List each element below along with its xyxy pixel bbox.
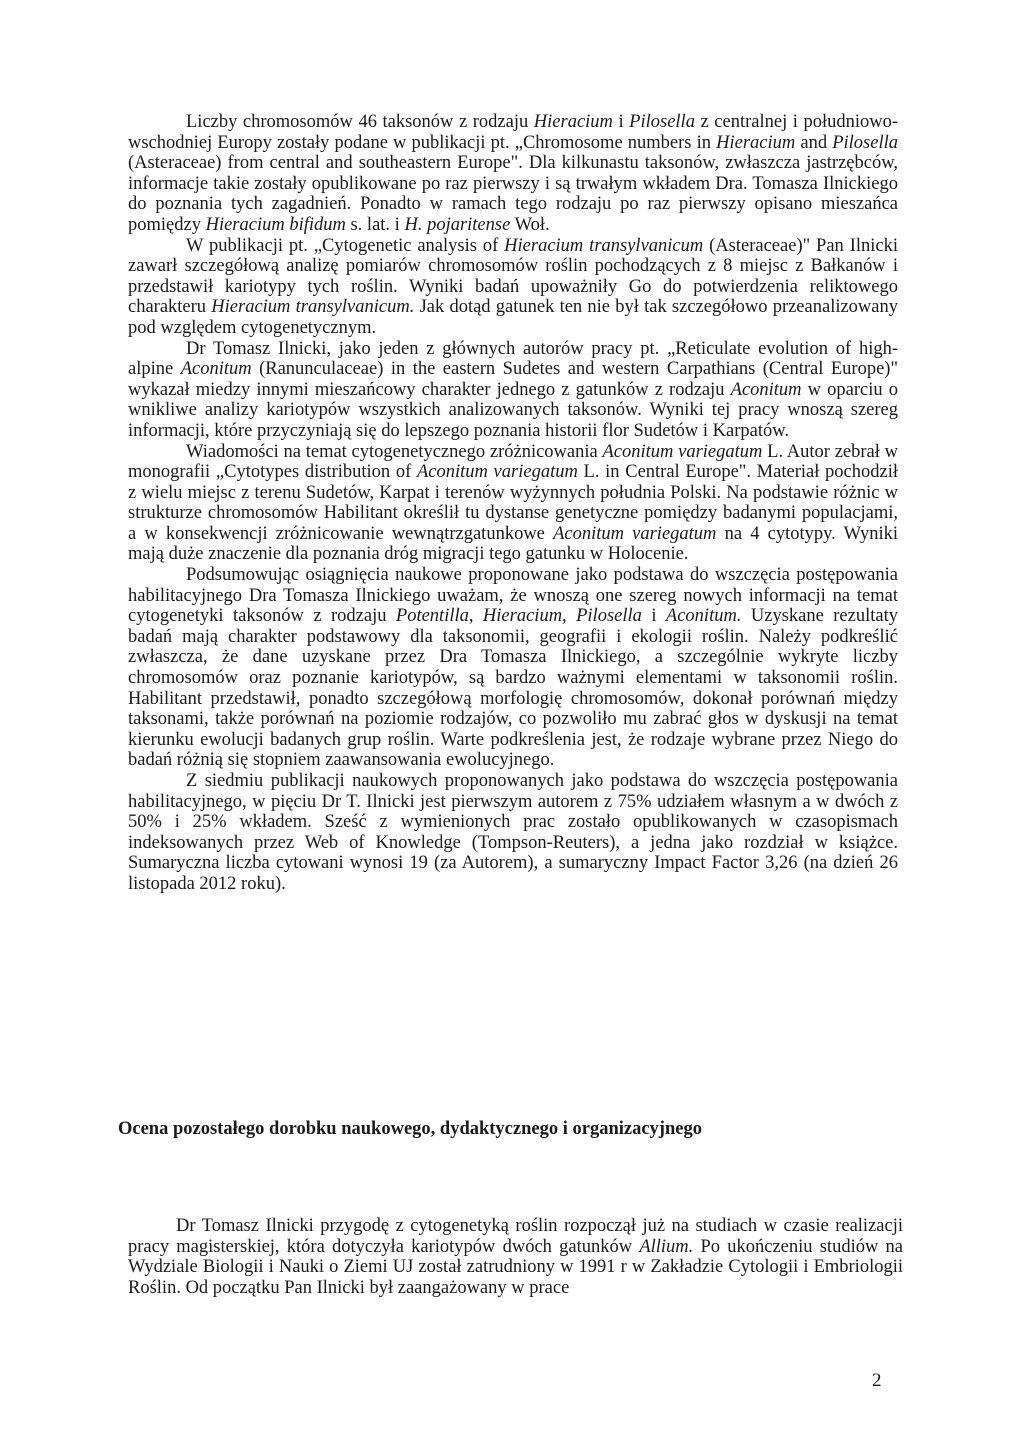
text-run: and <box>795 132 833 153</box>
page-number: 2 <box>872 1370 882 1391</box>
text-run: Z siedmiu publikacji naukowych proponowanych jako podstawa do wszczęcia postępowania habilitacyjnego, w pięciu Dr T. Ilnicki jest pierwszym autorem z 75% udziałem własnym a w dwóch z 50% i 25% wkładem. Sześć z wymienionych prac zostało opublikowanych w czasopismach indeksowanych przez Web of Knowledge (Tompson-Reuters), a jedna jako rozdział w książce. Sumaryczna liczba cytowani wynosi 19 (za Autorem), a sumaryczny Impact Factor 3,26 (na dzień 26 listopada 2012 roku). <box>128 771 898 894</box>
text-run: W publikacji pt. „Cytogenetic analysis of <box>186 235 505 256</box>
text-run: Podsumowując osiągnięcia naukowe proponowane jako podstawa do wszczęcia postępowania habilitacyjnego Dra Tomasza Ilnickiego uważam, że wnoszą one szereg nowych informacji na temat cytogenetyki taksonów z rodzaju <box>128 565 898 627</box>
italic-text: Aconitum <box>180 359 252 380</box>
italic-text: Hieracium <box>533 112 613 132</box>
paragraph <box>128 442 898 566</box>
text-run: Dr Tomasz Ilnicki przygodę z cytogenetyką roślin rozpoczął już na studiach w czasie realizacji pracy magisterskiej, która dotyczyła kariotypów dwóch gatunków <box>128 1216 903 1257</box>
paragraph <box>128 339 898 442</box>
text-run: Uzyskane rezultaty badań mają charakter podstawowy dla taksonomii, geografii i ekologii roślin. Należy podkreślić zwłaszcza, że dane uzyskane przez Dra Tomasza Ilnickiego, a szczególnie wykryte liczby chromosomów oraz poznanie kariotypów, są bardzo ważnymi elementami w taksonomii roślin. Habilitant przedstawił, ponadto szczegółową morfologię chromosomów, dokonał porównań między taksonami, także porównań na poziomie rodzajów, co pozwoliło mu zabrać głos w dyskusji na temat kierunku ewolucji badanych grup roślin. Warte podkreślenia jest, że rodzaje wybrane przez Niego do badań różnią się stopniem zaawansowania ewolucyjnego. <box>128 606 898 771</box>
paragraph <box>128 1216 903 1298</box>
text-run: Jak dotąd gatunek ten nie był tak szczegółowo przeanalizowany pod względem cytogenetycznym. <box>128 297 899 338</box>
text-run: s. lat. i <box>345 214 405 235</box>
paragraph <box>128 236 898 339</box>
italic-text: Aconitum variegatum <box>416 462 578 483</box>
paragraph <box>128 771 898 895</box>
italic-text: Hieracium transylvanicum. <box>211 297 415 318</box>
italic-text: Aconitum variegatum <box>602 441 763 462</box>
section-text <box>128 1216 903 1298</box>
paragraph <box>128 112 898 236</box>
italic-text: H. pojaritense <box>404 214 511 235</box>
italic-text: Hieracium <box>716 132 796 153</box>
italic-text: Potentilla, Hieracium, Pilosella <box>395 606 642 627</box>
text-run: Po ukończeniu studiów na Wydziale Biologii i Nauki o Ziemi UJ został zatrudniony w 1991 r w Zakładzie Cytologii i Embriologii Roślin. Od początku Pan Ilnicki był zaangażowany w prace <box>128 1236 903 1298</box>
italic-text: Allium. <box>639 1236 694 1257</box>
text-run: L. in Central Europe". Materiał pochodził z wielu miejsc z terenu Sudetów, Karpat i terenów wyżynnych południa Polski. Na podstawie różnic w strukturze chromosomów Habilitant określił tu dystanse genetyczne pomiędzy badanymi populacjami, a w konsekwencji zróżnicowanie wewnątrzgatunkowe <box>128 462 898 544</box>
main-text <box>128 112 898 895</box>
text-run: (Ranunculaceae) in the eastern Sudetes and western Carpathians (Central Europe)" wykazał miedzy innymi mieszańcowy charakter jednego z gatunków z rodzaju <box>128 359 898 400</box>
italic-text: Aconitum <box>730 379 802 400</box>
italic-text: Aconitum variegatum <box>553 523 717 544</box>
text-run: i <box>612 112 630 132</box>
text-run: i <box>641 606 666 627</box>
text-run: L. Autor zebrał w monografii „Cytotypes distribution of <box>128 441 898 483</box>
text-run: na 4 cytotypy. Wyniki mają duże znaczenie dla poznania dróg migracji tego gatunku w Holocenie. <box>128 523 899 565</box>
text-run: Dr Tomasz Ilnicki, jako jeden z głównych autorów pracy pt. „Reticulate evolution of high-alpine <box>128 338 898 380</box>
text-run: Woł. <box>510 214 550 235</box>
text-run: Liczby chromosomów 46 taksonów z rodzaju <box>186 112 534 132</box>
text-run: z centralnej i południowo-wschodniej Europy zostały podane w publikacji pt. „Chromosome numbers in <box>128 112 899 153</box>
italic-text: Hieracium transylvanicum <box>504 235 704 256</box>
italic-text: Hieracium bifidum <box>205 214 346 235</box>
italic-text: Aconitum. <box>665 606 742 627</box>
paragraph <box>128 565 898 771</box>
text-run: (Asteraceae)" Pan Ilnicki zawarł szczegółową analizę pomiarów chromosomów roślin pochodzących z 8 miejsc z Bałkanów i przedstawił kariotypy tych roślin. Wyniki badań upoważniły Go do potwierdzenia reliktowego charakteru <box>128 235 898 318</box>
text-run: Wiadomości na temat cytogenetycznego zróżnicowania <box>186 441 603 462</box>
italic-text: Pilosella <box>629 112 695 132</box>
text-run: (Asteraceae) from central and southeastern Europe". Dla kilkunastu taksonów, zwłaszcza jastrzębców, informacje takie zostały opublikowane po raz pierwszy i są trwałym wkładem Dra. Tomasza Ilnickiego do poznania tych zagadnień. Ponadto w ramach tego rodzaju po raz pierwszy opisano mieszańca pomiędzy <box>128 153 898 235</box>
italic-text: Pilosella <box>832 132 898 153</box>
text-run: w oparciu o wnikliwe analizy kariotypów wszystkich analizowanych taksonów. Wyniki tej pracy wnoszą szereg informacji, które przyczyniają się do lepszego poznania historii flor Sudetów i Karpatów. <box>128 379 898 441</box>
section-heading: Ocena pozostałego dorobku naukowego, dydaktycznego i organizacyjnego <box>118 1119 702 1139</box>
